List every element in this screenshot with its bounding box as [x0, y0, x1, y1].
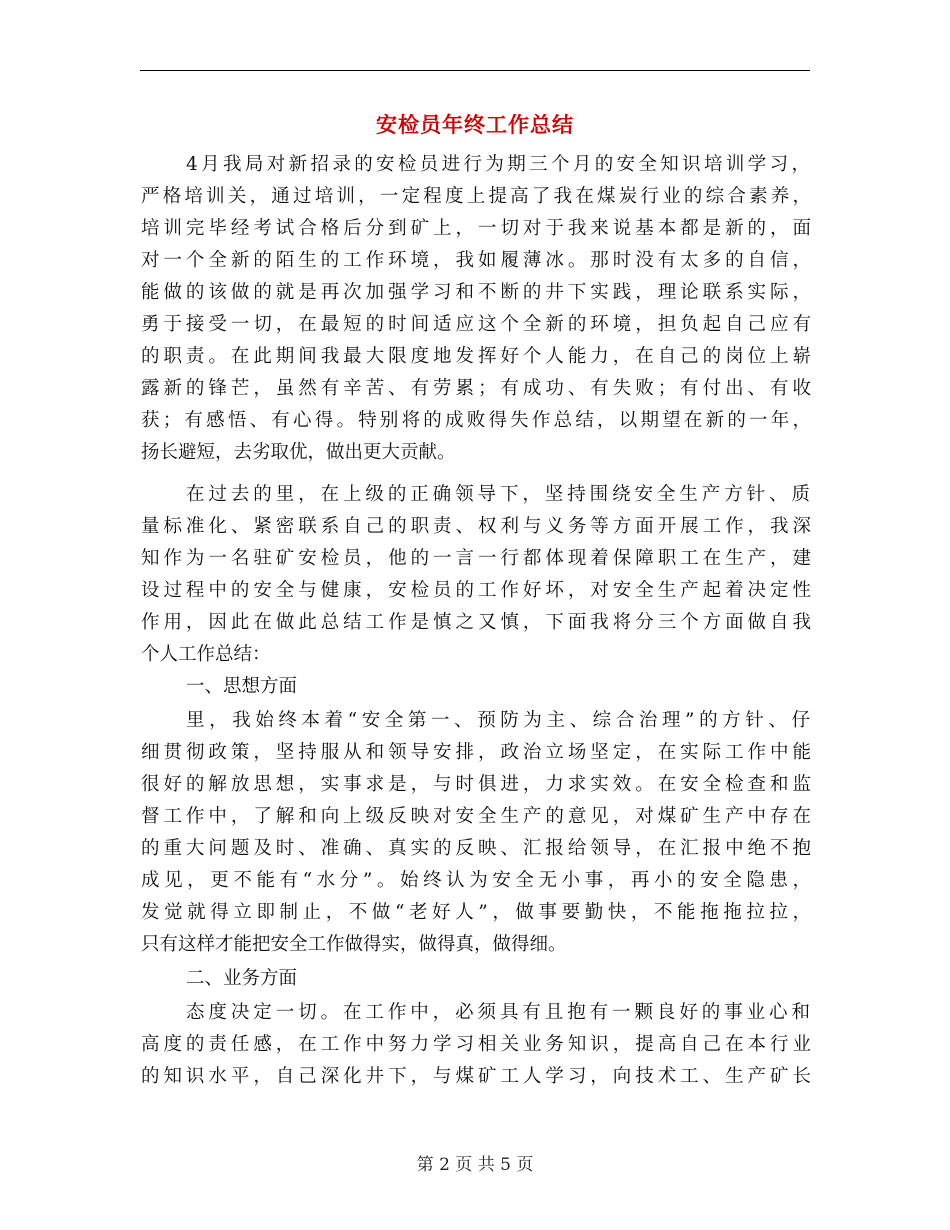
body-line: 培训完毕经考试合格后分到矿上，一切对于我来说基本都是新的，面	[141, 218, 811, 239]
body-line: 的知识水平，自己深化井下，与煤矿工人学习，向技术工、生产矿长	[141, 1066, 811, 1087]
body-line: 露新的锋芒，虽然有辛苦、有劳累；有成功、有失败；有付出、有收	[141, 378, 811, 399]
body-line: 作用，因此在做此总结工作是慎之又慎，下面我将分三个方面做自我	[141, 612, 811, 633]
body-line: 严格培训关，通过培训，一定程度上提高了我在煤炭行业的综合素养，	[141, 186, 811, 207]
body-line: 扬长避短，去劣取优，做出更大贡献。	[141, 442, 456, 463]
body-line: 态度决定一切。在工作中，必须具有且抱有一颗良好的事业心和	[186, 1002, 810, 1023]
body-line: 高度的责任感，在工作中努力学习相关业务知识，提高自己在本行业	[141, 1034, 811, 1055]
body-line: 成见，更不能有“水分”。始终认为安全无小事，再小的安全隐患，	[141, 870, 811, 891]
body-line: 细贯彻政策，坚持服从和领导安排，政治立场坚定，在实际工作中能	[141, 742, 811, 763]
document-title: 安检员年终工作总结	[376, 112, 574, 137]
body-line: 能做的该做的就是再次加强学习和不断的井下实践，理论联系实际，	[141, 282, 811, 303]
body-line: 个人工作总结：	[141, 644, 271, 665]
page-number: 第 2 页 共 5 页	[416, 1155, 534, 1175]
body-line: 知作为一名驻矿安检员，他的一言一行都体现着保障职工在生产，建	[141, 548, 811, 569]
section-heading: 一、思想方面	[186, 676, 298, 697]
body-line: 设过程中的安全与健康，安检员的工作好坏，对安全生产起着决定性	[141, 580, 811, 601]
body-line: 量标准化、紧密联系自己的职责、权利与义务等方面开展工作，我深	[141, 516, 811, 537]
body-line: 发觉就得立即制止，不做“老好人”，做事要勤快，不能拖拖拉拉，	[141, 902, 811, 923]
body-line: 获；有感悟、有心得。特别将的成败得失作总结，以期望在新的一年，	[141, 410, 811, 431]
body-line: 只有这样才能把安全工作做得实，做得真，做得细。	[141, 934, 567, 955]
body-line: 在过去的里，在上级的正确领导下，坚持围绕安全生产方针、质	[186, 484, 810, 505]
body-line: 的重大问题及时、准确、真实的反映、汇报给领导，在汇报中绝不抱	[141, 838, 811, 859]
section-heading: 二、业务方面	[186, 968, 298, 989]
header-rule	[140, 70, 810, 71]
body-line: 4月我局对新招录的安检员进行为期三个月的安全知识培训学习，	[186, 154, 810, 175]
body-line: 里，我始终本着“安全第一、预防为主、综合治理”的方针、仔	[186, 710, 810, 731]
body-line: 很好的解放思想，实事求是，与时俱进，力求实效。在安全检查和监	[141, 774, 811, 795]
body-line: 督工作中，了解和向上级反映对安全生产的意见，对煤矿生产中存在	[141, 806, 811, 827]
body-line: 对一个全新的陌生的工作环境，我如履薄冰。那时没有太多的自信，	[141, 250, 811, 271]
body-line: 勇于接受一切，在最短的时间适应这个全新的环境，担负起自己应有	[141, 314, 811, 335]
body-line: 的职责。在此期间我最大限度地发挥好个人能力，在自己的岗位上崭	[141, 346, 811, 367]
